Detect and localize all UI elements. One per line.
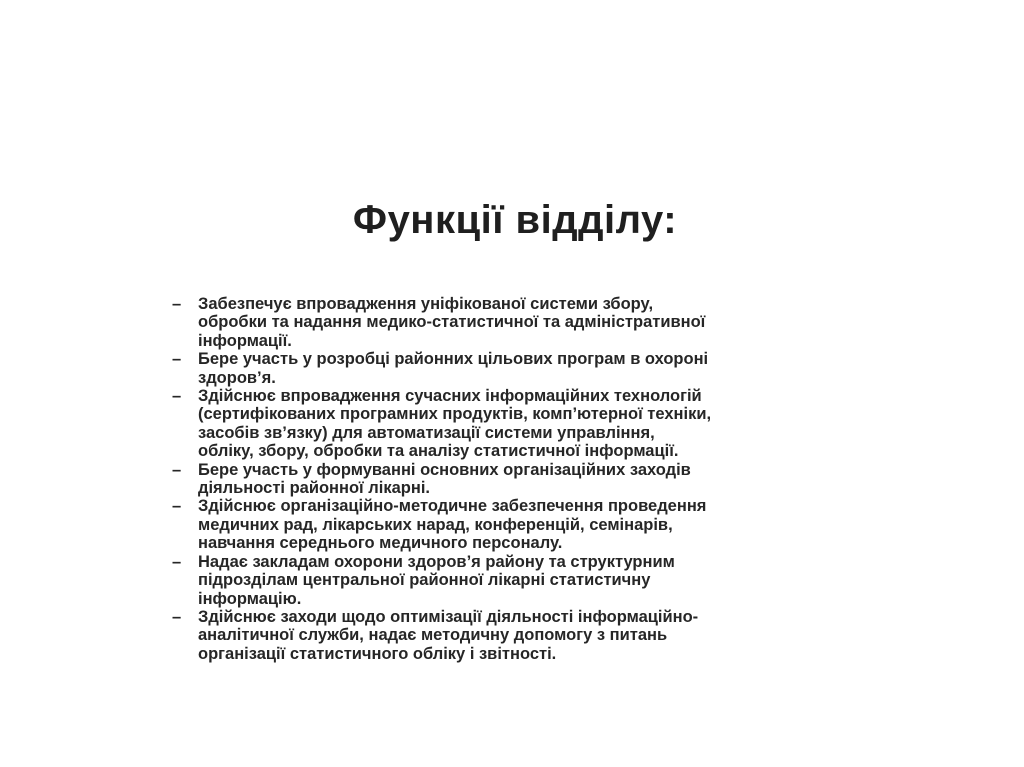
- bullet-dash: –: [172, 497, 182, 516]
- list-item-line: Здійснює впровадження сучасних інформаційних технологій: [198, 387, 702, 406]
- bullet-dash: –: [172, 552, 182, 571]
- list-item-line: Здійснює заходи щодо оптимізації діяльності інформаційно-: [198, 607, 699, 626]
- list-item-line: Бере участь у розробці районних цільових програм в охороні: [198, 350, 709, 369]
- list-item: [172, 350, 912, 387]
- slide-title: Функції відділу:: [352, 198, 678, 242]
- list-item: [172, 497, 912, 552]
- bullet-dash: –: [172, 387, 182, 406]
- list-item-text: [198, 553, 912, 608]
- list-item-line: обліку, збору, обробки та аналізу статистичної інформації.: [198, 442, 679, 461]
- list-item-line: Здійснює організаційно-методичне забезпечення проведення: [198, 497, 707, 516]
- list-item: [172, 387, 912, 461]
- list-item-line: підрозділам центральної районної лікарні статистичну: [198, 571, 651, 590]
- list-item: [172, 295, 912, 350]
- list-item-line: організації статистичного обліку і звітності.: [198, 644, 557, 663]
- list-item-text: [198, 497, 912, 552]
- list-item-line: (сертифікованих програмних продуктів, комп’ютерної техніки,: [198, 405, 712, 424]
- bullet-dash: –: [172, 350, 182, 369]
- bullet-dash: –: [172, 295, 182, 313]
- list-item-line: аналітичної служби, надає методичну допомогу з питань: [198, 626, 668, 645]
- list-item-line: навчання середнього медичного персоналу.: [198, 534, 563, 553]
- list-item-line: Забезпечує впровадження уніфікованої системи збору,: [198, 295, 654, 313]
- list-item-line: діяльності районної лікарні.: [198, 479, 430, 498]
- list-item: [172, 608, 912, 663]
- list-item-text: [198, 387, 912, 461]
- list-item: [172, 553, 912, 608]
- list-item-text: [198, 295, 912, 350]
- list-item-line: засобів зв’язку) для автоматизації системи управління,: [198, 423, 655, 442]
- list-item-line: інформацію.: [198, 589, 302, 608]
- list-item-line: інформації.: [198, 331, 292, 350]
- list-item-text: [198, 608, 912, 663]
- list-item-line: Надає закладам охорони здоров’я району та структурним: [198, 552, 675, 571]
- bullet-dash: –: [172, 607, 182, 626]
- list-item-text: [198, 350, 912, 387]
- list-item-line: здоров’я.: [198, 368, 276, 387]
- list-item-line: медичних рад, лікарських нарад, конференцій, семінарів,: [198, 515, 673, 534]
- functions-list: [172, 295, 912, 663]
- bullet-dash: –: [172, 460, 182, 479]
- list-item-text: [198, 461, 912, 498]
- list-item-line: Бере участь у формуванні основних організаційних заходів: [198, 460, 691, 479]
- list-item: [172, 461, 912, 498]
- list-item-line: обробки та надання медико-статистичної та адміністративної: [198, 313, 706, 332]
